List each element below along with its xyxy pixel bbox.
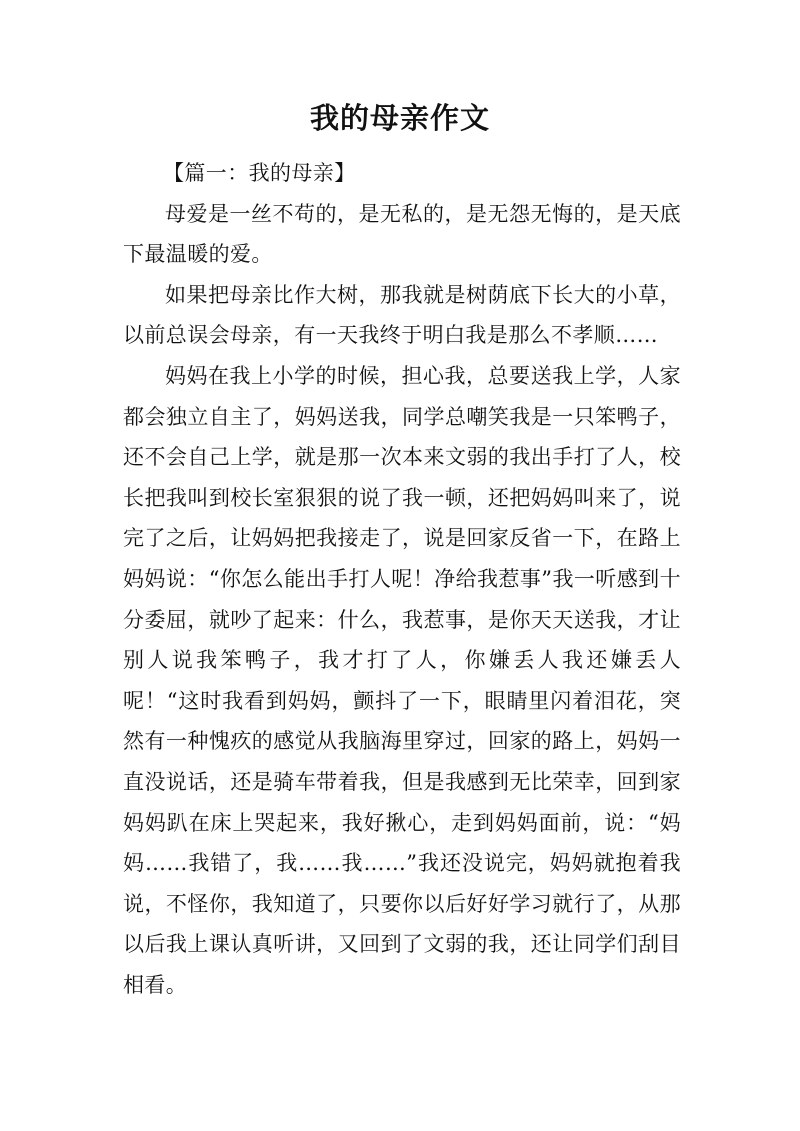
section-heading: 【篇一：我的母亲】	[163, 161, 356, 185]
document-body	[123, 153, 681, 1005]
paragraph-2: 如果把母亲比作大树，那我就是树荫底下长大的小草，以前总误会母亲，有一天我终于明白我是那么不孝顺……	[123, 282, 681, 348]
paragraph-3: 妈妈在我上小学的时候，担心我，总要送我上学，人家都会独立自主了，妈妈送我，同学总嘲笑我是一只笨鸭子，还不会自己上学，就是那一次本来文弱的我出手打了人，校长把我叫到校长室狠狠的说了我一顿，还把妈妈叫来了，说完了之后，让妈妈把我接走了，说是回家反省一下，在路上妈妈说：“你怎么能出手打人呢！净给我惹事”我一听感到十分委屈，就吵了起来：什么，我惹事，是你天天送我，才让别人说我笨鸭子，我才打了人，你嫌丢人我还嫌丢人呢！“这时我看到妈妈，颤抖了一下，眼睛里闪着泪花，突然有一种愧疚的感觉从我脑海里穿过，回家的路上，妈妈一直没说话，还是骑车带着我，但是我感到无比荣幸，回到家妈妈趴在床上哭起来，我好揪心，走到妈妈面前，说：“妈妈……我错了，我……我……”我还没说完，妈妈就抱着我说，不怪你，我知道了，只要你以后好好学习就行了，从那以后我上课认真听讲，又回到了文弱的我，还让同学们刮目相看。	[123, 363, 681, 997]
paragraph-1: 母爱是一丝不苟的，是无私的，是无怨无悔的，是天底下最温暖的爱。	[123, 201, 681, 267]
document-title: 我的母亲作文	[309, 101, 490, 135]
